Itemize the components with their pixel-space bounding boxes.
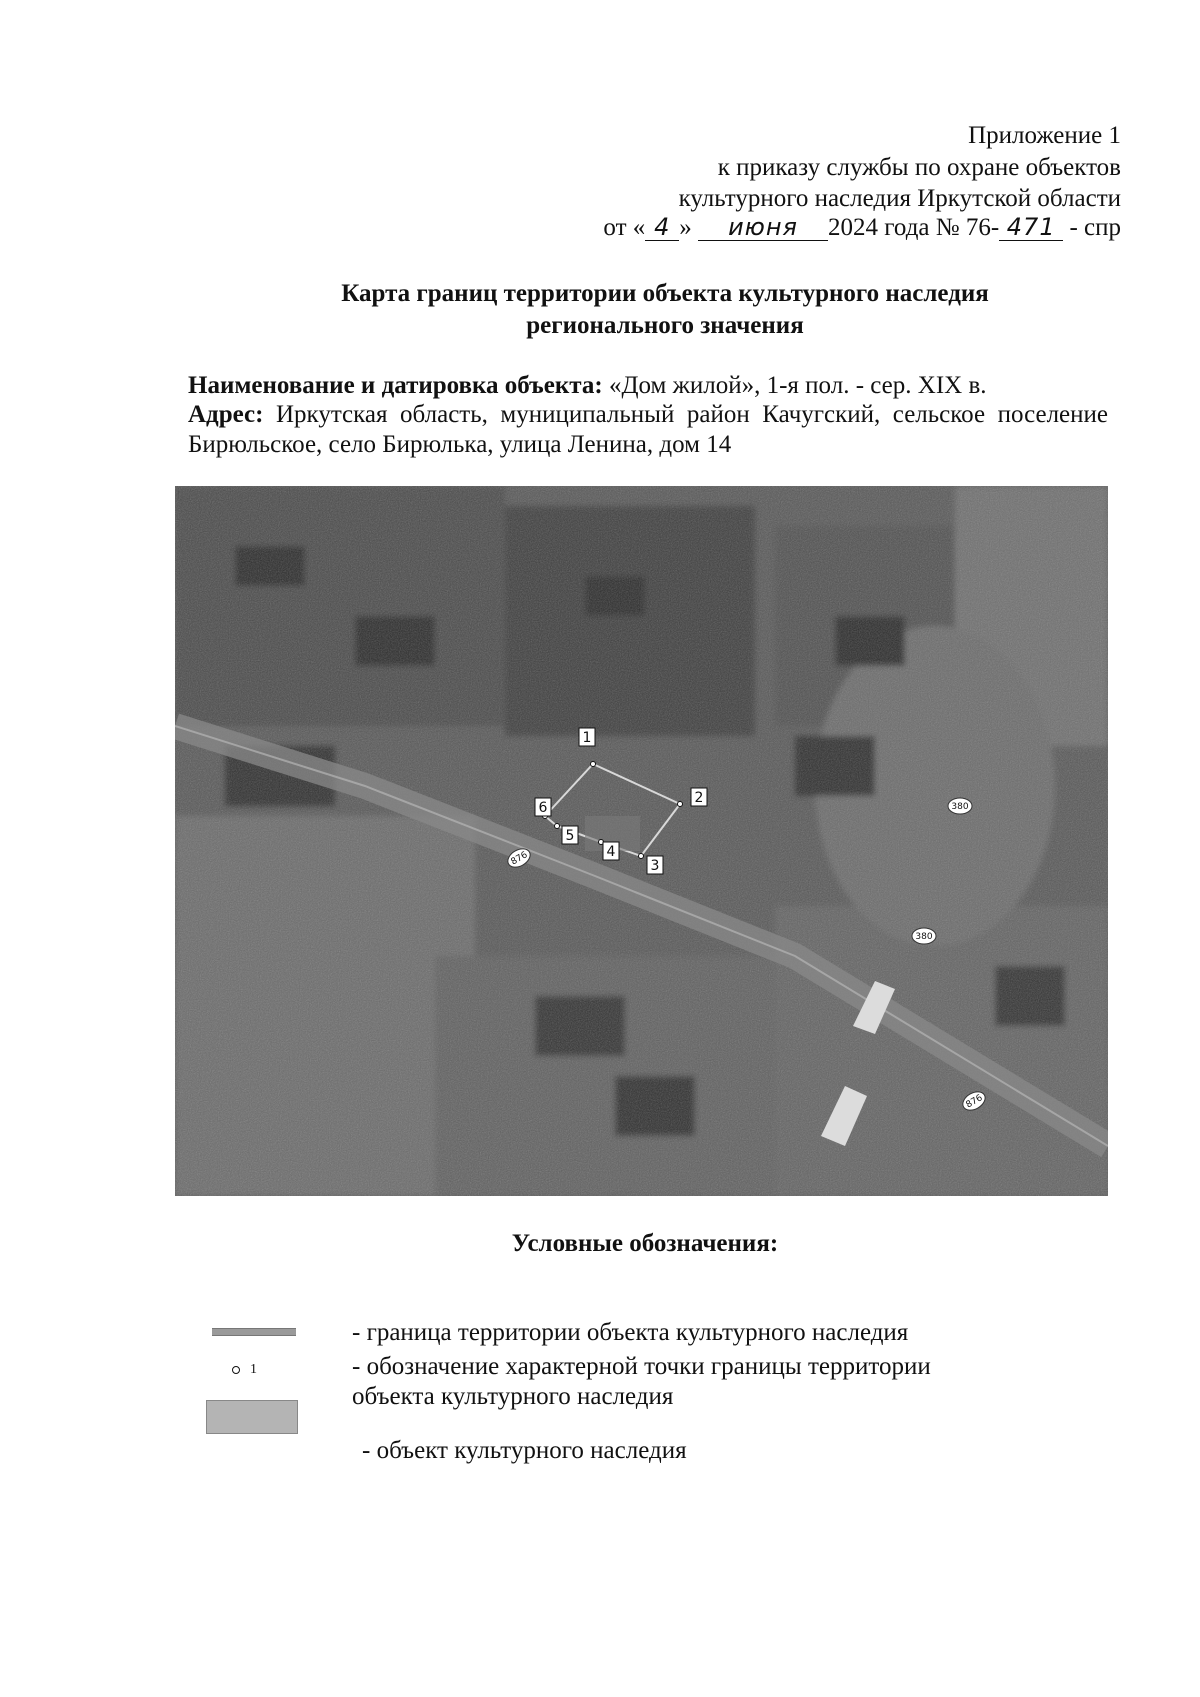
date-mid: »	[679, 214, 692, 241]
boundary-point-label: 2	[694, 790, 704, 806]
appendix-line-order: к приказу службы по охране объектов	[717, 154, 1121, 181]
satellite-map	[175, 486, 1108, 1196]
boundary-point-label: 3	[650, 858, 660, 874]
title-line-2: регионального значения	[526, 312, 804, 339]
road-number-text: 380	[915, 932, 933, 942]
road-number-badge	[912, 928, 936, 944]
legend-point-symbol	[232, 1362, 257, 1378]
date-month: июня	[698, 214, 828, 241]
legend-boundary-line-symbol	[212, 1328, 296, 1336]
legend-title: Условные обозначения:	[511, 1230, 779, 1257]
document-title	[0, 278, 1200, 342]
object-name-label: Наименование и датировка объекта:	[188, 372, 603, 399]
object-name-value: «Дом жилой», 1-я пол. - сер. XIX в.	[608, 372, 987, 399]
boundary-point-label: 4	[606, 844, 616, 860]
point-circle-icon	[232, 1366, 240, 1374]
date-year: 2024 года № 76-	[828, 214, 1000, 241]
road-number-badge	[948, 798, 972, 814]
boundary-point-dot	[639, 854, 644, 859]
legend-heritage-object-symbol	[206, 1400, 298, 1434]
appendix-line-service: культурного наследия Иркутской области	[678, 185, 1121, 212]
boundary-point-label: 1	[582, 730, 592, 746]
order-number: 471	[999, 214, 1063, 241]
appendix-title: Приложение 1	[968, 122, 1121, 149]
boundary-point-dot	[678, 802, 683, 807]
boundary-point-label: 6	[538, 800, 548, 816]
road-number-text: 876	[509, 850, 530, 868]
map-grain	[175, 486, 1108, 1196]
legend-item-boundary: - граница территории объекта культурного наследия	[352, 1319, 909, 1346]
title-line-1: Карта границ территории объекта культурного наследия	[341, 280, 989, 307]
address-label: Адрес:	[188, 401, 264, 428]
legend-item-point: - обозначение характерной точки границы территории объекта культурного наследия	[352, 1353, 931, 1410]
road-number-text: 876	[964, 1093, 985, 1111]
object-name-line	[188, 371, 1108, 401]
legend-point-number: 1	[250, 1362, 257, 1377]
boundary-point-dot	[591, 762, 596, 767]
date-prefix: от «	[603, 214, 646, 241]
legend-item-object: - объект культурного наследия	[362, 1437, 687, 1464]
object-address	[188, 400, 1108, 460]
boundary-point-label: 5	[565, 828, 575, 844]
address-value: Иркутская область, муниципальный район Качугский, сельское поселение Бирюльское, село Бирюлька, улица Ленина, дом 14	[188, 401, 1109, 458]
road-number-text: 380	[951, 802, 969, 812]
boundary-point-dot	[555, 824, 560, 829]
appendix-date-line	[603, 212, 1121, 243]
date-day: 4	[645, 214, 679, 241]
order-suffix: - спр	[1069, 214, 1121, 241]
